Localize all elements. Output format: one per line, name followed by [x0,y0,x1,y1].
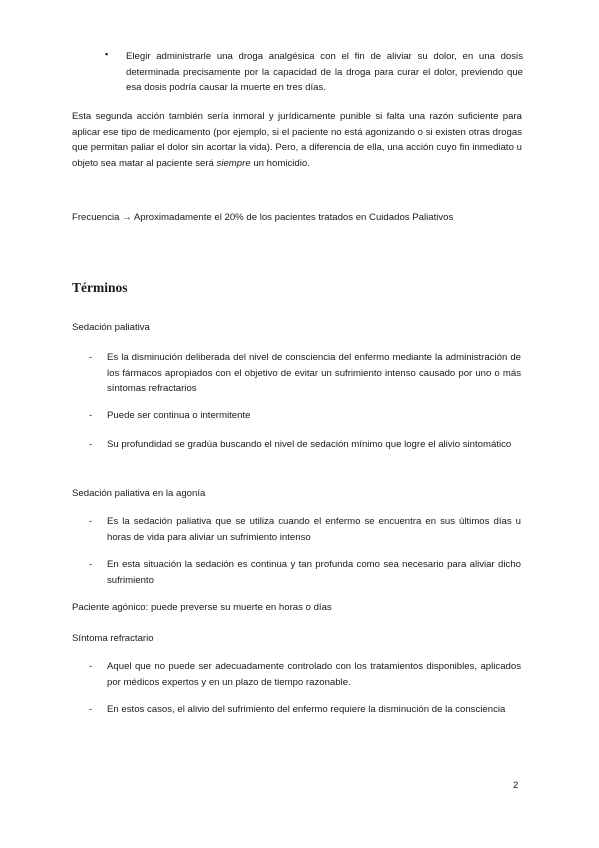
body-paragraph [72,109,522,171]
dash-bullet-icon: - [89,352,93,363]
list-item-text: En esta situación la sedación es continua y tan profunda como sea necesario para aliviar dicho sufrimiento [107,559,521,586]
list-item [89,702,521,718]
section-heading: Términos [72,280,128,295]
dash-bullet-icon: - [89,516,93,527]
list-item-text: Aquel que no puede ser adecuadamente controlado con los tratamientos disponibles, aplicados por médicos expertos y en un plazo de tiempo razonable. [107,661,521,688]
subsection-title: Sedación paliativa [72,322,150,333]
list-item [89,557,521,588]
dash-bullet-icon: - [89,704,93,715]
list-item-text: Puede ser continua o intermitente [107,410,251,421]
list-item-text: Su profundidad se gradúa buscando el nivel de sedación mínimo que logre el alivio sintomático [107,439,512,450]
definition-line: Paciente agónico: puede preverse su muerte en horas o días [72,602,332,613]
list-item [89,437,521,453]
list-item-text: En estos casos, el alivio del sufrimiento del enfermo requiere la disminución de la consciencia [107,704,506,715]
dash-bullet-icon: - [89,661,93,672]
list-item [89,408,521,424]
paragraph-text: Esta segunda acción también sería inmoral y jurídicamente punible si falta una razón suficiente para aplicar ese tipo de medicamento (por ejemplo, si el paciente no está agonizando o si existen otras drogas que permitan paliar el dolor sin acortar la vida). Pero, a diferencia de ella, una acción cuyo fin inmediato u objeto sea matar al paciente será [72,111,522,169]
frequency-line: Frecuencia → Aproximadamente el 20% de los pacientes tratados en Cuidados Paliativos [72,212,454,223]
dash-bullet-icon: - [89,410,93,421]
paragraph-text-end: un homicidio. [250,157,310,169]
subsection-title: Sedación paliativa en la agonía [72,488,206,499]
list-item [89,514,521,545]
list-item [105,49,523,96]
emphasis-text: siempre [216,157,251,169]
list-item-text: Es la sedación paliativa que se utiliza cuando el enfermo se encuentra en sus últimos días u horas de vida para aliviar un sufrimiento intenso [107,516,521,543]
dash-bullet-icon: - [89,559,93,570]
list-item [89,659,521,690]
square-bullet-icon: ▪ [105,49,109,59]
dash-bullet-icon: - [89,439,93,450]
list-item-text: Es la disminución deliberada del nivel de consciencia del enfermo mediante la administración de los fármacos apropiados con el objetivo de evitar un sufrimiento intenso causado por uno o más síntomas refractarios [107,352,521,395]
subsection-title: Síntoma refractario [72,633,154,644]
page-number: 2 [513,780,519,791]
bullet-text: Elegir administrarle una droga analgésica con el fin de aliviar su dolor, en una dosis determinada precisamente por la capacidad de la droga para curar el dolor, previendo que esa dosis podría causar la muerte en tres días. [126,51,523,94]
list-item [89,350,521,397]
